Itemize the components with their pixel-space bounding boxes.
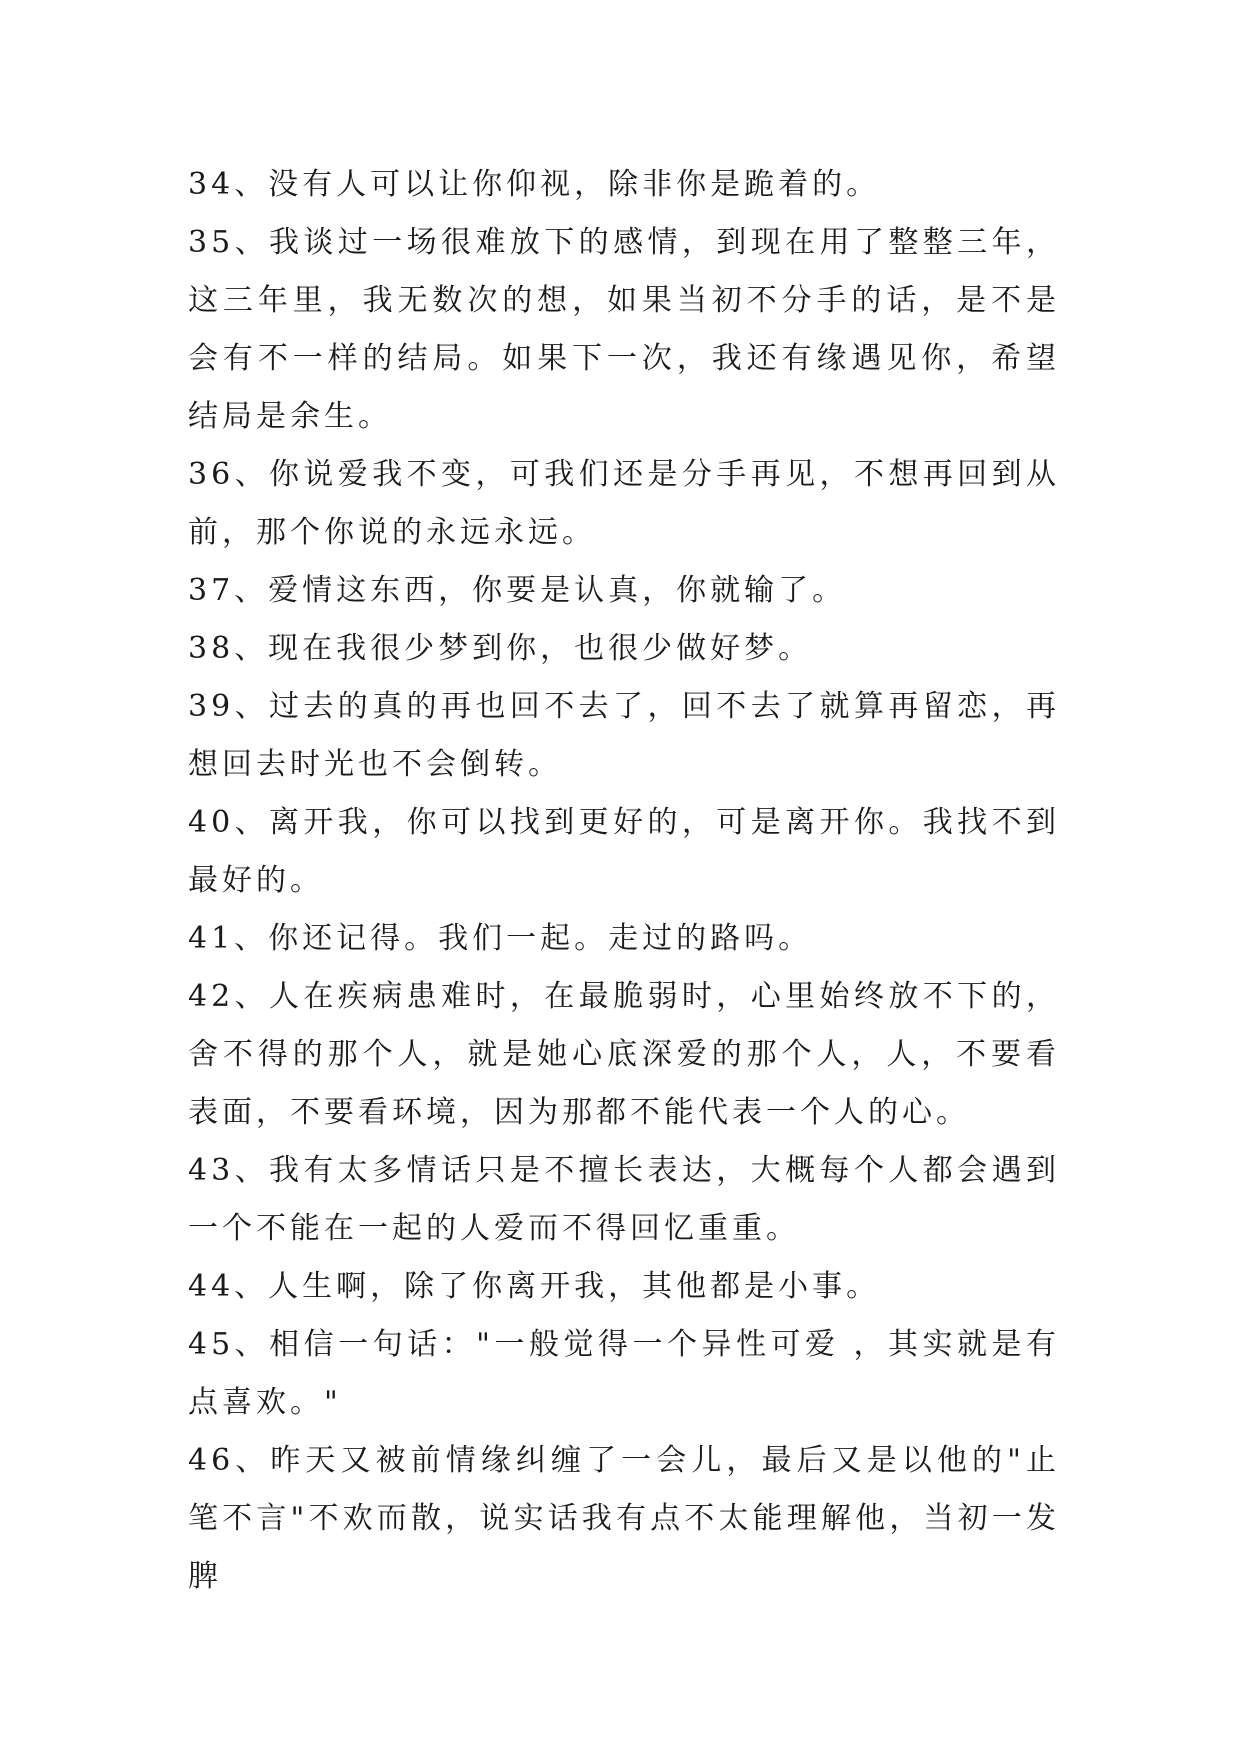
paragraph-36: 36、你说爱我不变，可我们还是分手再见，不想再回到从前，那个你说的永远永远。 bbox=[188, 457, 1060, 550]
paragraph-45: 45、相信一句话："一般觉得一个异性可爱 ，其实就是有点喜欢。" bbox=[188, 1327, 1060, 1420]
paragraph-40: 40、离开我，你可以找到更好的，可是离开你。我找不到最好的。 bbox=[188, 805, 1060, 898]
paragraph-37: 37、爱情这东西，你要是认真，你就输了。 bbox=[188, 573, 847, 608]
paragraph-34: 34、没有人可以让你仰视，除非你是跪着的。 bbox=[188, 167, 881, 202]
paragraph-39: 39、过去的真的再也回不去了，回不去了就算再留恋，再想回去时光也不会倒转。 bbox=[188, 689, 1060, 782]
paragraph-46: 46、昨天又被前情缘纠缠了一会儿，最后又是以他的"止笔不言"不欢而散，说实话我有点不太能理解他，当初一发脾 bbox=[188, 1443, 1060, 1594]
paragraph-42: 42、人在疾病患难时，在最脆弱时，心里始终放不下的，舍不得的那个人，就是她心底深爱的那个人，人，不要看表面，不要看环境，因为那都不能代表一个人的心。 bbox=[188, 979, 1060, 1130]
paragraph-41: 41、你还记得。我们一起。走过的路吗。 bbox=[188, 921, 813, 956]
paragraph-35: 35、我谈过一场很难放下的感情，到现在用了整整三年，这三年里，我无数次的想，如果当初不分手的话，是不是会有不一样的结局。如果下一次，我还有缘遇见你，希望结局是余生。 bbox=[188, 225, 1060, 434]
paragraph-43: 43、我有太多情话只是不擅长表达，大概每个人都会遇到一个不能在一起的人爱而不得回忆重重。 bbox=[188, 1153, 1060, 1246]
paragraph-44: 44、人生啊，除了你离开我，其他都是小事。 bbox=[188, 1269, 881, 1304]
document-body bbox=[188, 156, 1060, 1606]
paragraph-38: 38、现在我很少梦到你，也很少做好梦。 bbox=[188, 631, 813, 666]
